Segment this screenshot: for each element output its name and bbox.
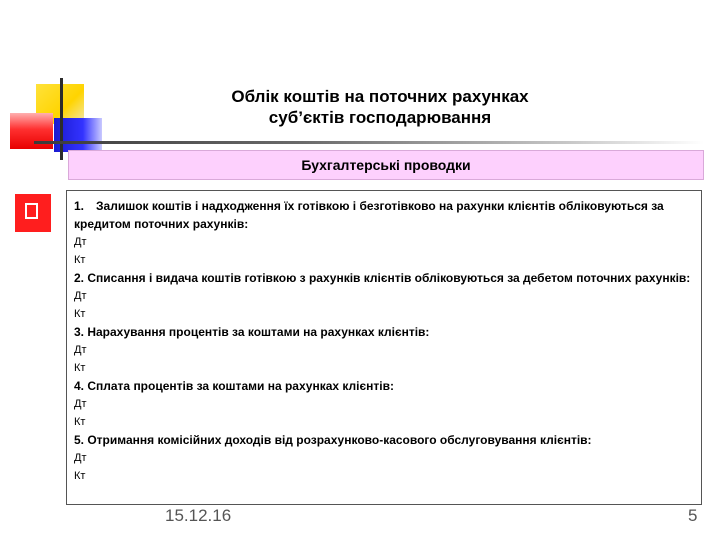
- entry-number: 1.: [74, 199, 85, 213]
- entry-heading: 3. Нарахування процентів за коштами на рахунках клієнтів:: [74, 325, 430, 339]
- section-header: [68, 150, 704, 180]
- entry-debit: Дт: [74, 398, 87, 410]
- list-item: [74, 197, 695, 269]
- entry-heading: [74, 197, 695, 233]
- slide-title-line1: Облік коштів на поточних рахунках: [231, 87, 529, 106]
- entry-debit: Дт: [74, 452, 87, 464]
- title-underline: [34, 141, 704, 144]
- entry-heading: 2. Списання і видача коштів готівкою з рахунків клієнтів обліковуються за дебетом поточних рахунків:: [74, 271, 691, 285]
- list-item: [74, 377, 695, 431]
- footer-date: 15.12.16: [165, 506, 232, 525]
- list-item: [74, 269, 695, 323]
- list-item: [74, 431, 695, 485]
- entry-credit: Кт: [74, 254, 86, 266]
- list-item: [74, 323, 695, 377]
- logo-vertical-line: [60, 78, 63, 160]
- entry-heading: 5. Отримання комісійних доходів від розрахунково-касового обслуговування клієнтів:: [74, 433, 592, 447]
- entry-debit: Дт: [74, 290, 87, 302]
- doc-box-icon: [15, 194, 51, 232]
- section-header-label: Бухгалтерські проводки: [301, 157, 471, 173]
- entries-box: [66, 190, 702, 505]
- entry-heading: 4. Сплата процентів за коштами на рахунках клієнтів:: [74, 379, 394, 393]
- entry-debit: Дт: [74, 236, 87, 248]
- entries-list: [74, 197, 695, 485]
- slide-title-line2: суб’єктів господарювання: [268, 108, 492, 127]
- entry-credit: Кт: [74, 416, 86, 428]
- entry-debit: Дт: [74, 344, 87, 356]
- entry-credit: Кт: [74, 470, 86, 482]
- entry-credit: Кт: [74, 308, 86, 320]
- entry-credit: Кт: [74, 362, 86, 374]
- entry-heading-text: Залишок коштів і надходження їх готівкою і безготівково на рахунки клієнтів обліковуються за кредитом поточних рахунків:: [74, 199, 664, 231]
- doc-box-inner-frame: [25, 203, 38, 219]
- page-number: 5: [688, 506, 698, 525]
- slide-title: [160, 86, 600, 128]
